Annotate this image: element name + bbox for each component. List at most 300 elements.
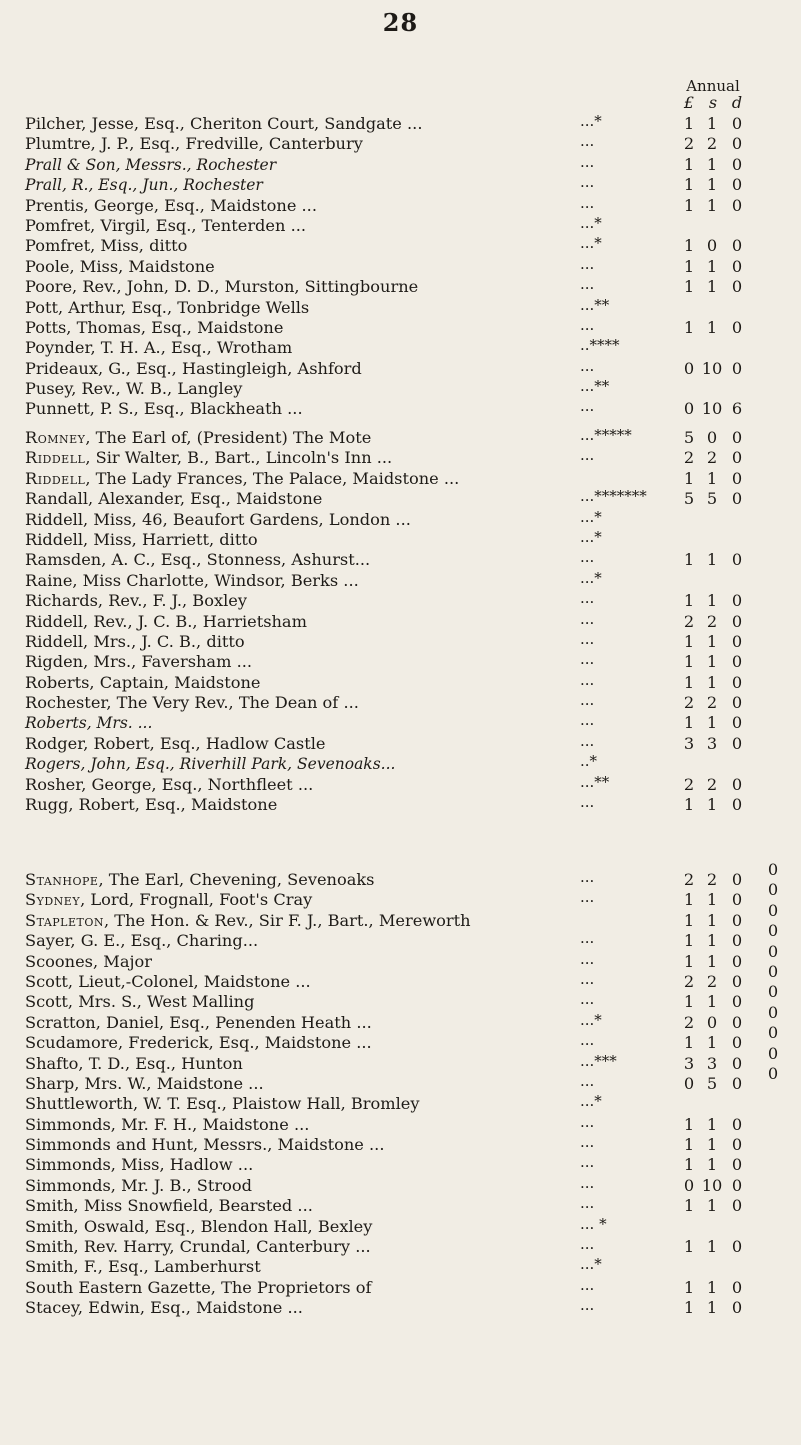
list-item	[0, 609, 801, 632]
entry-amount	[680, 775, 748, 795]
entry-amount	[680, 734, 748, 754]
amount-shillings: 5	[706, 1073, 718, 1093]
list-item	[0, 1064, 801, 1084]
entry-mark: ...	[580, 793, 595, 812]
amount-pence: 0	[731, 693, 743, 713]
list-item	[0, 1135, 801, 1155]
entry-amount	[680, 469, 748, 489]
extra-pence: 0	[767, 961, 779, 981]
entry-amount	[680, 632, 748, 652]
amount-pounds: 1	[683, 713, 695, 733]
entry-amount	[680, 693, 748, 713]
list-item	[0, 507, 801, 530]
amount-pounds: 1	[683, 175, 695, 195]
entry-name: Smith, F., Esq., Lamberhurst	[25, 1257, 261, 1277]
amount-shillings: 3	[706, 733, 718, 753]
amount-shillings: 1	[706, 468, 718, 488]
list-item	[0, 1196, 801, 1216]
entry-mark: ...	[580, 315, 595, 334]
entry-name: Randall, Alexander, Esq., Maidstone	[25, 489, 323, 509]
amount-shillings: 1	[706, 1135, 718, 1155]
entry-amount	[680, 155, 748, 175]
amount-pence: 0	[731, 1012, 743, 1032]
amount-pounds: 1	[683, 1033, 695, 1053]
amount-pounds: 0	[683, 358, 695, 378]
entry-amount	[680, 1115, 748, 1135]
entry-mark: ...	[580, 1235, 595, 1254]
entry-amount	[680, 673, 748, 693]
amount-pence: 0	[731, 1175, 743, 1195]
entry-name: Prall & Son, Messrs., Rochester	[25, 155, 277, 174]
entry-mark: ...	[580, 1275, 595, 1294]
amount-pounds: 1	[683, 672, 695, 692]
entry-name: Pomfret, Virgil, Esq., Tenterden ...	[25, 215, 307, 235]
amount-pounds: 1	[683, 1155, 695, 1175]
list-item	[0, 1298, 801, 1318]
amount-pence: 0	[731, 890, 743, 910]
amount-shillings: 1	[706, 1033, 718, 1053]
amount-pence: 0	[731, 795, 743, 815]
entry-amount	[680, 236, 748, 256]
amount-pence: 0	[731, 971, 743, 991]
amount-pence: 0	[731, 631, 743, 651]
amount-pounds: 1	[683, 1196, 695, 1216]
list-item	[0, 338, 801, 358]
pence-header: d	[731, 93, 743, 112]
entry-mark: ...**	[580, 377, 610, 396]
entry-name: Scoones, Major	[25, 951, 152, 971]
list-item	[0, 193, 801, 216]
entry-mark: ...	[580, 254, 595, 273]
entry-amount	[680, 1298, 748, 1318]
list-item	[0, 1023, 801, 1043]
shillings-header: s	[708, 93, 718, 112]
entry-name: Punnett, P. S., Esq., Blackheath ...	[25, 399, 303, 419]
amount-pence: 0	[731, 1073, 743, 1093]
surname: Stanhope	[25, 870, 99, 889]
amount-pence: 0	[731, 713, 743, 733]
entry-mark: ...***	[580, 1051, 617, 1070]
entry-mark: ...	[580, 1173, 595, 1192]
entry-mark: ...	[580, 609, 595, 628]
entry-amount	[680, 530, 748, 550]
amount-shillings: 10	[701, 399, 723, 419]
list-item	[0, 152, 801, 175]
amount-shillings: 1	[706, 1277, 718, 1297]
entry-mark: ...	[580, 1194, 595, 1213]
entry-name: Ramsden, A. C., Esq., Stonness, Ashurst...	[25, 550, 371, 570]
list-item	[0, 731, 801, 754]
entry-name: Simmonds, Mr. J. B., Strood	[25, 1175, 252, 1195]
amount-shillings: 1	[706, 992, 718, 1012]
amount-shillings: 1	[706, 631, 718, 651]
amount-pence: 0	[731, 1196, 743, 1216]
page-number: 28	[382, 8, 419, 37]
amount-pounds: 1	[683, 795, 695, 815]
entry-name: Sayer, G. E., Esq., Charing...	[25, 931, 259, 951]
entry-name: Roberts, Mrs. ...	[25, 714, 153, 733]
amount-shillings: 3	[706, 1053, 718, 1073]
entry-amount	[680, 591, 748, 611]
amount-pence: 0	[731, 317, 743, 337]
amount-shillings: 2	[706, 870, 718, 889]
amount-shillings: 1	[706, 195, 718, 215]
amount-pence: 0	[731, 1237, 743, 1257]
amount-pence: 0	[731, 154, 743, 174]
amount-pounds: 2	[683, 611, 695, 631]
amount-shillings: 1	[706, 652, 718, 672]
list-item	[0, 1237, 801, 1257]
entry-amount	[680, 1094, 748, 1114]
list-item	[0, 295, 801, 318]
amount-shillings: 2	[706, 693, 718, 713]
pounds-header: £	[683, 93, 695, 112]
entry-mark: ...	[580, 152, 595, 171]
amount-shillings: 1	[706, 277, 718, 297]
list-item	[0, 860, 801, 880]
extra-pence: 0	[767, 921, 779, 941]
list-item	[0, 114, 801, 134]
entry-amount	[680, 489, 748, 509]
amount-pounds: 1	[683, 910, 695, 930]
amount-pence: 0	[731, 277, 743, 297]
entry-name: Potts, Thomas, Esq., Maidstone	[25, 317, 284, 337]
list-item	[0, 550, 801, 570]
amount-pence: 0	[731, 195, 743, 215]
list-item	[0, 629, 801, 652]
list-item	[0, 942, 801, 962]
entry-name: Simmonds, Miss, Hadlow ...	[25, 1155, 254, 1175]
surname: Stapleton	[25, 910, 104, 930]
list-item	[0, 1173, 801, 1196]
entry-mark: ...	[580, 589, 595, 608]
list-item	[0, 134, 801, 154]
amount-shillings: 0	[706, 236, 718, 256]
entry-amount	[680, 1135, 748, 1155]
entry-amount	[680, 175, 748, 195]
list-item	[0, 1003, 801, 1023]
amount-pounds: 1	[683, 277, 695, 297]
surname: Riddell	[25, 468, 86, 488]
list-item	[0, 1257, 801, 1277]
amount-shillings: 1	[706, 795, 718, 815]
entry-amount	[680, 1257, 748, 1277]
amount-pence: 0	[731, 358, 743, 378]
amount-pounds: 1	[683, 992, 695, 1012]
list-item	[0, 175, 801, 195]
amount-shillings: 1	[706, 1237, 718, 1257]
amount-shillings: 1	[706, 713, 718, 733]
list-item	[0, 795, 801, 815]
section-r	[0, 428, 801, 815]
amount-pounds: 2	[683, 870, 695, 889]
amount-pence: 0	[731, 428, 743, 447]
entry-amount	[680, 134, 748, 154]
amount-pence: 0	[731, 591, 743, 611]
surname: Sydney	[25, 890, 81, 910]
amount-pounds: 1	[683, 154, 695, 174]
entry-name: Pilcher, Jesse, Esq., Cheriton Court, Sandgate ...	[25, 114, 423, 133]
entry-mark: ...*******	[580, 487, 647, 506]
list-item	[0, 448, 801, 468]
list-item	[0, 379, 801, 399]
entry-name: Scott, Mrs. S., West Malling	[25, 992, 255, 1012]
amount-pence: 0	[731, 992, 743, 1012]
entry-mark: ...	[580, 397, 595, 416]
entry-amount	[680, 216, 748, 236]
entry-name: Poole, Miss, Maidstone	[25, 256, 215, 276]
entry-mark: ...	[580, 670, 595, 689]
entry-amount	[680, 550, 748, 570]
entry-mark: ...*	[580, 1092, 602, 1111]
entry-mark: ...*	[580, 527, 602, 546]
entry-mark: ...	[580, 1296, 595, 1315]
amount-pence: 0	[731, 910, 743, 930]
amount-shillings: 0	[706, 1012, 718, 1032]
amount-pounds: 1	[683, 931, 695, 951]
entry-mark: ..*	[580, 752, 598, 771]
entry-mark: ...	[580, 1133, 595, 1152]
list-item	[0, 962, 801, 982]
extra-pence: 0	[767, 860, 779, 879]
entry-name: Smith, Rev. Harry, Crundal, Canterbury ...	[25, 1237, 371, 1257]
entry-name: Stanhope, The Earl, Chevening, Sevenoaks	[25, 870, 375, 889]
surname: Riddell	[25, 448, 86, 468]
amount-shillings: 0	[706, 428, 718, 447]
list-item	[0, 428, 801, 448]
amount-pence: 0	[731, 611, 743, 631]
entry-amount	[680, 338, 748, 358]
list-item	[0, 921, 801, 941]
entry-mark: ...	[580, 929, 595, 948]
amount-shillings: 1	[706, 951, 718, 971]
amount-pounds: 3	[683, 1053, 695, 1073]
amount-pounds: 3	[683, 733, 695, 753]
amount-pounds: 1	[683, 195, 695, 215]
entry-mark: ...	[580, 548, 595, 567]
amount-shillings: 1	[706, 114, 718, 133]
entry-mark: ...	[580, 731, 595, 750]
entry-name: Richards, Rev., F. J., Boxley	[25, 591, 247, 611]
entry-name: Roberts, Captain, Maidstone	[25, 672, 261, 692]
amount-pence: 0	[731, 236, 743, 256]
entry-amount	[680, 754, 748, 774]
list-item	[0, 527, 801, 550]
entry-mark: ...	[580, 1112, 595, 1131]
entry-amount	[680, 1237, 748, 1257]
amount-pounds: 1	[683, 256, 695, 276]
entry-name: Raine, Miss Charlotte, Windsor, Berks ...	[25, 570, 359, 590]
entry-amount	[680, 713, 748, 733]
entry-name: Scudamore, Frederick, Esq., Maidstone ...	[25, 1033, 372, 1053]
amount-pounds: 2	[683, 1012, 695, 1032]
entry-mark: ...	[580, 691, 595, 710]
entry-amount	[680, 277, 748, 297]
entry-amount	[680, 298, 748, 318]
entry-name: Simmonds and Hunt, Messrs., Maidstone ...	[25, 1135, 385, 1155]
entry-name: Scott, Lieut,-Colonel, Maidstone ...	[25, 971, 311, 991]
entry-mark: ...	[580, 132, 595, 151]
entry-mark: ...	[580, 711, 595, 730]
entry-mark: ...	[580, 173, 595, 192]
amount-pounds: 1	[683, 1135, 695, 1155]
surname: Romney	[25, 428, 86, 447]
list-item	[0, 693, 801, 713]
list-item	[0, 1275, 801, 1298]
entry-name: Riddell, Mrs., J. C. B., ditto	[25, 631, 245, 651]
list-item	[0, 399, 801, 419]
entry-mark: ...*	[580, 507, 602, 526]
entry-mark: ...*	[580, 1255, 602, 1274]
amount-pence: 0	[731, 256, 743, 276]
entry-mark: ...*	[580, 213, 602, 232]
amount-shillings: 1	[706, 256, 718, 276]
entry-name: Smith, Miss Snowfield, Bearsted ...	[25, 1196, 313, 1216]
amount-pence: 0	[731, 175, 743, 195]
amount-pounds: 1	[683, 591, 695, 611]
amount-pounds: 1	[683, 550, 695, 570]
entry-amount	[680, 1196, 748, 1216]
amount-shillings: 1	[706, 1196, 718, 1216]
list-item	[0, 1112, 801, 1135]
entry-name: Riddell, The Lady Frances, The Palace, Maidstone ...	[25, 468, 460, 488]
amount-pence: 0	[731, 1033, 743, 1053]
list-item	[0, 1214, 801, 1237]
entry-mark: ...	[580, 193, 595, 212]
list-item	[0, 489, 801, 509]
amount-shillings: 1	[706, 317, 718, 337]
amount-pounds: 1	[683, 1114, 695, 1134]
extra-pence: 0	[767, 982, 779, 1002]
amount-pounds: 1	[683, 468, 695, 488]
entry-amount	[680, 196, 748, 216]
amount-pounds: 1	[683, 114, 695, 133]
extra-pence: 0	[767, 880, 779, 900]
entry-amount	[680, 795, 748, 815]
amount-pence: 0	[731, 114, 743, 133]
extra-pence: 0	[767, 900, 779, 920]
entry-name: Prall, R., Esq., Jun., Rochester	[25, 176, 263, 195]
amount-pence: 0	[731, 468, 743, 488]
amount-shillings: 2	[706, 611, 718, 631]
amount-pounds: 1	[683, 951, 695, 971]
amount-shillings: 1	[706, 1114, 718, 1134]
entry-amount	[680, 399, 748, 419]
entry-name: Rugg, Robert, Esq., Maidstone	[25, 795, 278, 815]
list-item	[0, 254, 801, 277]
amount-pence: 0	[731, 1135, 743, 1155]
entry-name: Pomfret, Miss, ditto	[25, 236, 188, 256]
entry-name: Prentis, George, Esq., Maidstone ...	[25, 195, 317, 215]
amount-pounds: 0	[683, 1073, 695, 1093]
entry-mark: ...*****	[580, 426, 632, 444]
entry-name: Sydney, Lord, Frognall, Foot's Cray	[25, 890, 313, 910]
amount-pounds: 1	[683, 1277, 695, 1297]
amount-pounds: 0	[683, 399, 695, 419]
amount-shillings: 2	[706, 774, 718, 794]
entry-name: Riddell, Miss, Harriett, ditto	[25, 529, 258, 549]
entry-name: Simmonds, Mr. F. H., Maidstone ...	[25, 1114, 310, 1134]
extra-pence: 0	[767, 941, 779, 961]
entry-name: Pott, Arthur, Esq., Tonbridge Wells	[25, 297, 310, 317]
entry-amount	[680, 448, 748, 468]
list-item	[0, 315, 801, 338]
entry-name: Riddell, Miss, 46, Beaufort Gardens, London ...	[25, 509, 411, 529]
entry-name: Rosher, George, Esq., Northfleet ...	[25, 774, 314, 794]
entry-name: Smith, Oswald, Esq., Blendon Hall, Bexley	[25, 1216, 373, 1236]
amount-shillings: 1	[706, 550, 718, 570]
amount-pounds: 0	[683, 1175, 695, 1195]
amount-shillings: 1	[706, 1155, 718, 1175]
amount-shillings: 1	[706, 890, 718, 910]
entry-amount	[680, 1155, 748, 1175]
extra-pence: 0	[767, 1023, 779, 1043]
amount-pounds: 1	[683, 1237, 695, 1257]
amount-pence: 0	[731, 550, 743, 570]
amount-shillings: 1	[706, 931, 718, 951]
amount-pounds: 2	[683, 971, 695, 991]
entry-name: Sharp, Mrs. W., Maidstone ...	[25, 1073, 264, 1093]
amount-shillings: 1	[706, 591, 718, 611]
amount-pounds: 1	[683, 890, 695, 910]
amount-pounds: 5	[683, 489, 695, 509]
amount-pence: 6	[731, 399, 743, 419]
entry-name: Riddell, Sir Walter, B., Bart., Lincoln's Inn ...	[25, 448, 393, 468]
amount-pence: 0	[731, 931, 743, 951]
amount-pounds: 1	[683, 317, 695, 337]
extra-pence: 0	[767, 1063, 779, 1083]
amount-shillings: 1	[706, 175, 718, 195]
entry-name: Poynder, T. H. A., Esq., Wrotham	[25, 338, 293, 358]
amount-pence: 0	[731, 448, 743, 468]
amount-pence: 0	[731, 489, 743, 509]
entry-name: Plumtre, J. P., Esq., Fredville, Canterbury	[25, 134, 363, 154]
extra-pence: 0	[767, 1043, 779, 1063]
entry-mark: ...*	[580, 234, 602, 253]
list-item	[0, 356, 801, 379]
list-item	[0, 670, 801, 693]
annual-header: Annual	[686, 77, 740, 95]
entry-name: Rogers, John, Esq., Riverhill Park, Sevenoaks...	[25, 755, 396, 774]
entry-mark: ...	[580, 1153, 595, 1172]
entry-name: Pusey, Rev., W. B., Langley	[25, 379, 243, 399]
amount-shillings: 10	[701, 1175, 723, 1195]
amount-pounds: 1	[683, 631, 695, 651]
amount-pounds: 1	[683, 1298, 695, 1318]
entry-mark: ... *	[580, 1214, 607, 1233]
entry-name: Stapleton, The Hon. & Rev., Sir F. J., Bart., Mereworth	[25, 910, 471, 930]
list-item	[0, 652, 801, 672]
list-item	[0, 713, 801, 733]
entry-mark: ...	[580, 990, 595, 1009]
amount-shillings: 1	[706, 910, 718, 930]
entry-mark: ...**	[580, 772, 610, 791]
amount-pence: 0	[731, 1277, 743, 1297]
amount-pence: 0	[731, 134, 743, 154]
list-item	[0, 1094, 801, 1114]
list-item	[0, 568, 801, 591]
amount-shillings: 10	[701, 358, 723, 378]
amount-pence: 0	[731, 1053, 743, 1073]
list-item	[0, 236, 801, 256]
amount-shillings: 2	[706, 134, 718, 154]
amount-shillings: 5	[706, 489, 718, 509]
amount-pounds: 2	[683, 134, 695, 154]
amount-pence: 0	[731, 774, 743, 794]
entry-amount	[680, 612, 748, 632]
entry-amount	[680, 114, 748, 134]
entry-name: Poore, Rev., John, D. D., Murston, Sittingbourne	[25, 277, 419, 297]
